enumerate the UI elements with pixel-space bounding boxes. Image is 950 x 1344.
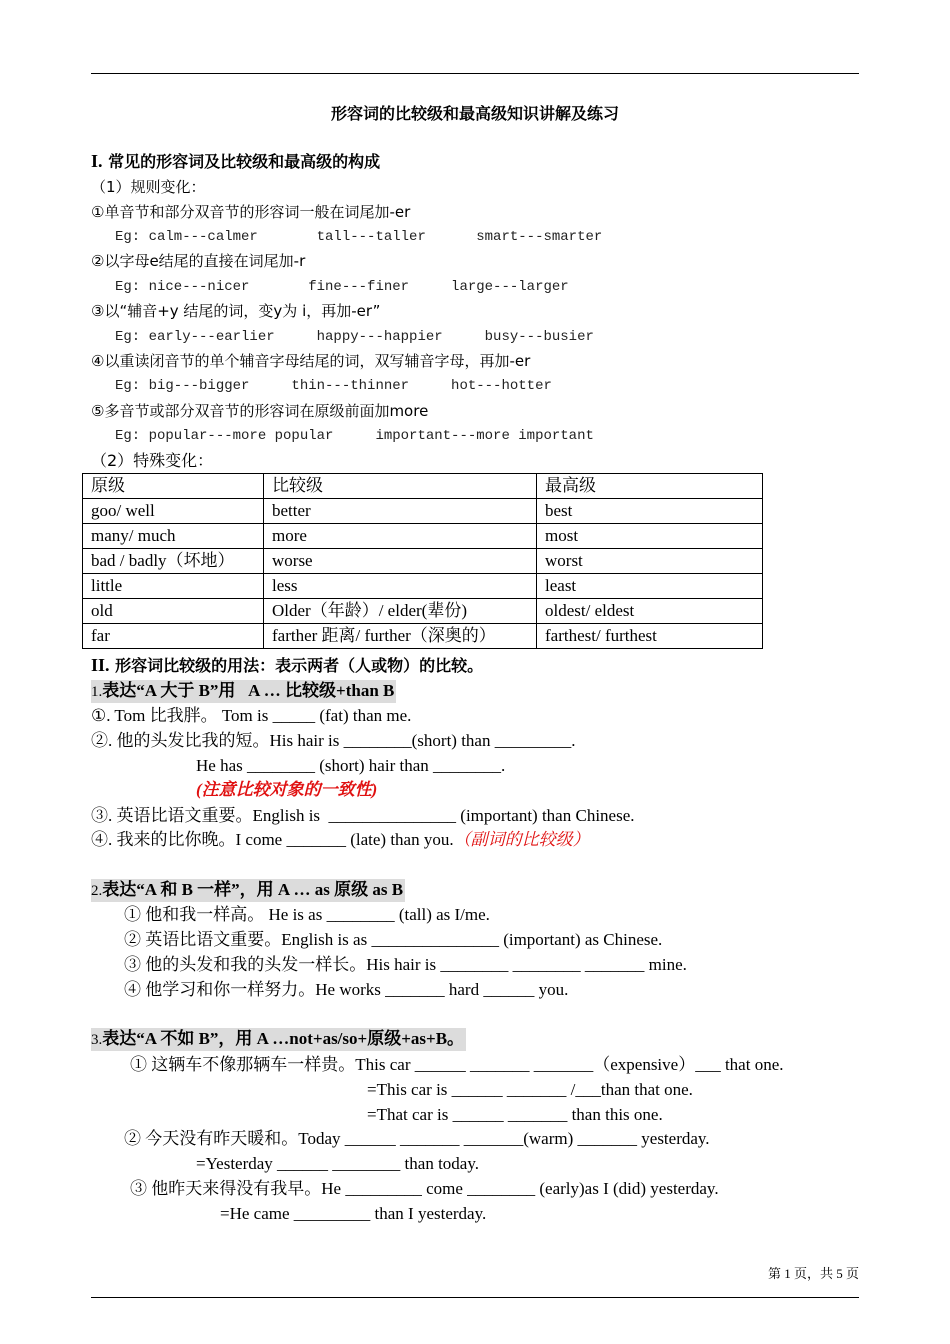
- table-cell: many/ much: [83, 524, 264, 549]
- table-cell: less: [264, 574, 537, 599]
- table-cell: goo/ well: [83, 499, 264, 524]
- rule-1-example: Eg: calm---calmer tall---taller smart---smarter: [115, 229, 603, 245]
- table-cell: old: [83, 599, 264, 624]
- rule-5-example: Eg: popular---more popular important---more important: [115, 428, 594, 444]
- rule-5: ⑤多音节或部分双音节的形容词在原级前面加more: [91, 402, 429, 420]
- part1-heading: [91, 680, 396, 703]
- exercise-line: =This car is ______ _______ /___than that one.: [367, 1080, 693, 1099]
- section1-heading: [91, 150, 380, 173]
- page-number: 第 1 页，共 5 页: [767, 1266, 859, 1281]
- table-cell: far: [83, 624, 264, 649]
- exercise-line: ④ 他学习和你一样努力。He works _______ hard ______ you.: [124, 980, 569, 999]
- rule-4: ④以重读闭音节的单个辅音字母结尾的词，双写辅音字母，再加-er: [91, 352, 531, 370]
- table-row: [83, 524, 763, 549]
- section1-num: I.: [91, 151, 103, 171]
- table-cell: worse: [264, 549, 537, 574]
- table-row: [83, 624, 763, 649]
- exercise-line: ①. Tom 比我胖。 Tom is _____ (fat) than me.: [91, 706, 412, 725]
- exercise-line: ② 英语比语文重要。English is as _______________ (important) as Chinese.: [124, 930, 663, 949]
- part3-title: 表达“A 不如 B”，用 A …not+as/so+原级+as+B。: [102, 1029, 465, 1048]
- exercise-line: ① 他和我一样高。 He is as ________ (tall) as I/me.: [124, 905, 490, 924]
- table-cell: farthest/ furthest: [537, 624, 763, 649]
- adverb-note: （副词的比较级）: [453, 830, 590, 849]
- table-cell: little: [83, 574, 264, 599]
- exercise-line: ③ 他昨天来得没有我早。He _________ come ________ (early)as I (did) yesterday.: [130, 1179, 719, 1198]
- part1-num: 1.: [91, 684, 103, 700]
- part2-title: 表达“A 和 B 一样”，用 A … as 原级 as B: [102, 880, 404, 899]
- exercise-text: ④. 我来的比你晚。I come _______ (late) than you.: [91, 830, 454, 849]
- rule-3: ③以“辅音+y 结尾的词，变y为 i，再加-er”: [91, 302, 381, 320]
- table-cell: least: [537, 574, 763, 599]
- table-cell: worst: [537, 549, 763, 574]
- regular-change-label: （1）规则变化：: [91, 178, 206, 196]
- exercise-line: =He came _________ than I yesterday.: [220, 1204, 487, 1223]
- table-cell: farther 距离/ further（深奥的）: [264, 624, 537, 649]
- section2-heading: [91, 654, 483, 677]
- table-header: 比较级: [264, 474, 537, 499]
- rule-3-example: Eg: early---earlier happy---happier busy---busier: [115, 329, 594, 345]
- rule-2-example: Eg: nice---nicer fine---finer large---larger: [115, 279, 569, 295]
- section2-title: 形容词比较级的用法：表示两者（人或物）的比较。: [109, 656, 484, 675]
- table-header: 最高级: [537, 474, 763, 499]
- exercise-line: ③. 英语比语文重要。English is _______________ (important) than Chinese.: [91, 806, 635, 825]
- consistency-note: (注意比较对象的一致性): [196, 780, 378, 799]
- table-cell: most: [537, 524, 763, 549]
- table-cell: more: [264, 524, 537, 549]
- table-row: [83, 574, 763, 599]
- part3-num: 3.: [91, 1032, 103, 1048]
- table-cell: best: [537, 499, 763, 524]
- table-header: 原级: [83, 474, 264, 499]
- table-row: [83, 549, 763, 574]
- top-rule: [91, 73, 859, 74]
- exercise-line: =Yesterday ______ ________ than today.: [196, 1154, 479, 1173]
- exercise-line: ②. 他的头发比我的短。His hair is ________(short) than _________.: [91, 731, 576, 750]
- part1-title: 表达“A 大于 B”用 A … 比较级+than B: [102, 681, 395, 700]
- table-row: [83, 599, 763, 624]
- part2-heading: [91, 879, 405, 902]
- table-cell: Older（年龄）/ elder(辈份): [264, 599, 537, 624]
- table-row: [83, 499, 763, 524]
- irregular-table: [82, 473, 763, 649]
- exercise-line: [91, 829, 590, 851]
- table-cell: bad / badly（坏地）: [83, 549, 264, 574]
- exercise-line: ① 这辆车不像那辆车一样贵。This car ______ _______ _______（expensive）___ that one.: [130, 1055, 784, 1074]
- page-title: 形容词的比较级和最高级知识讲解及练习: [330, 104, 619, 123]
- bottom-rule: [91, 1297, 859, 1298]
- part2-num: 2.: [91, 883, 103, 899]
- section1-title: 常见的形容词及比较级和最高级的构成: [102, 152, 381, 171]
- exercise-line: He has ________ (short) hair than ________.: [196, 756, 506, 775]
- exercise-line: =That car is ______ _______ than this one.: [367, 1105, 663, 1124]
- table-cell: oldest/ eldest: [537, 599, 763, 624]
- exercise-line: ② 今天没有昨天暖和。Today ______ _______ _______(warm) _______ yesterday.: [124, 1129, 710, 1148]
- table-header-row: [83, 474, 763, 499]
- part3-heading: [91, 1028, 466, 1051]
- table-cell: better: [264, 499, 537, 524]
- special-change-label: （2）特殊变化：: [91, 451, 214, 470]
- exercise-line: ③ 他的头发和我的头发一样长。His hair is ________ ________ _______ mine.: [124, 955, 687, 974]
- rule-4-example: Eg: big---bigger thin---thinner hot---hotter: [115, 378, 552, 394]
- rule-1: ①单音节和部分双音节的形容词一般在词尾加-er: [91, 203, 411, 221]
- section2-num: II.: [91, 655, 110, 675]
- rule-2: ②以字母e结尾的直接在词尾加-r: [91, 252, 306, 270]
